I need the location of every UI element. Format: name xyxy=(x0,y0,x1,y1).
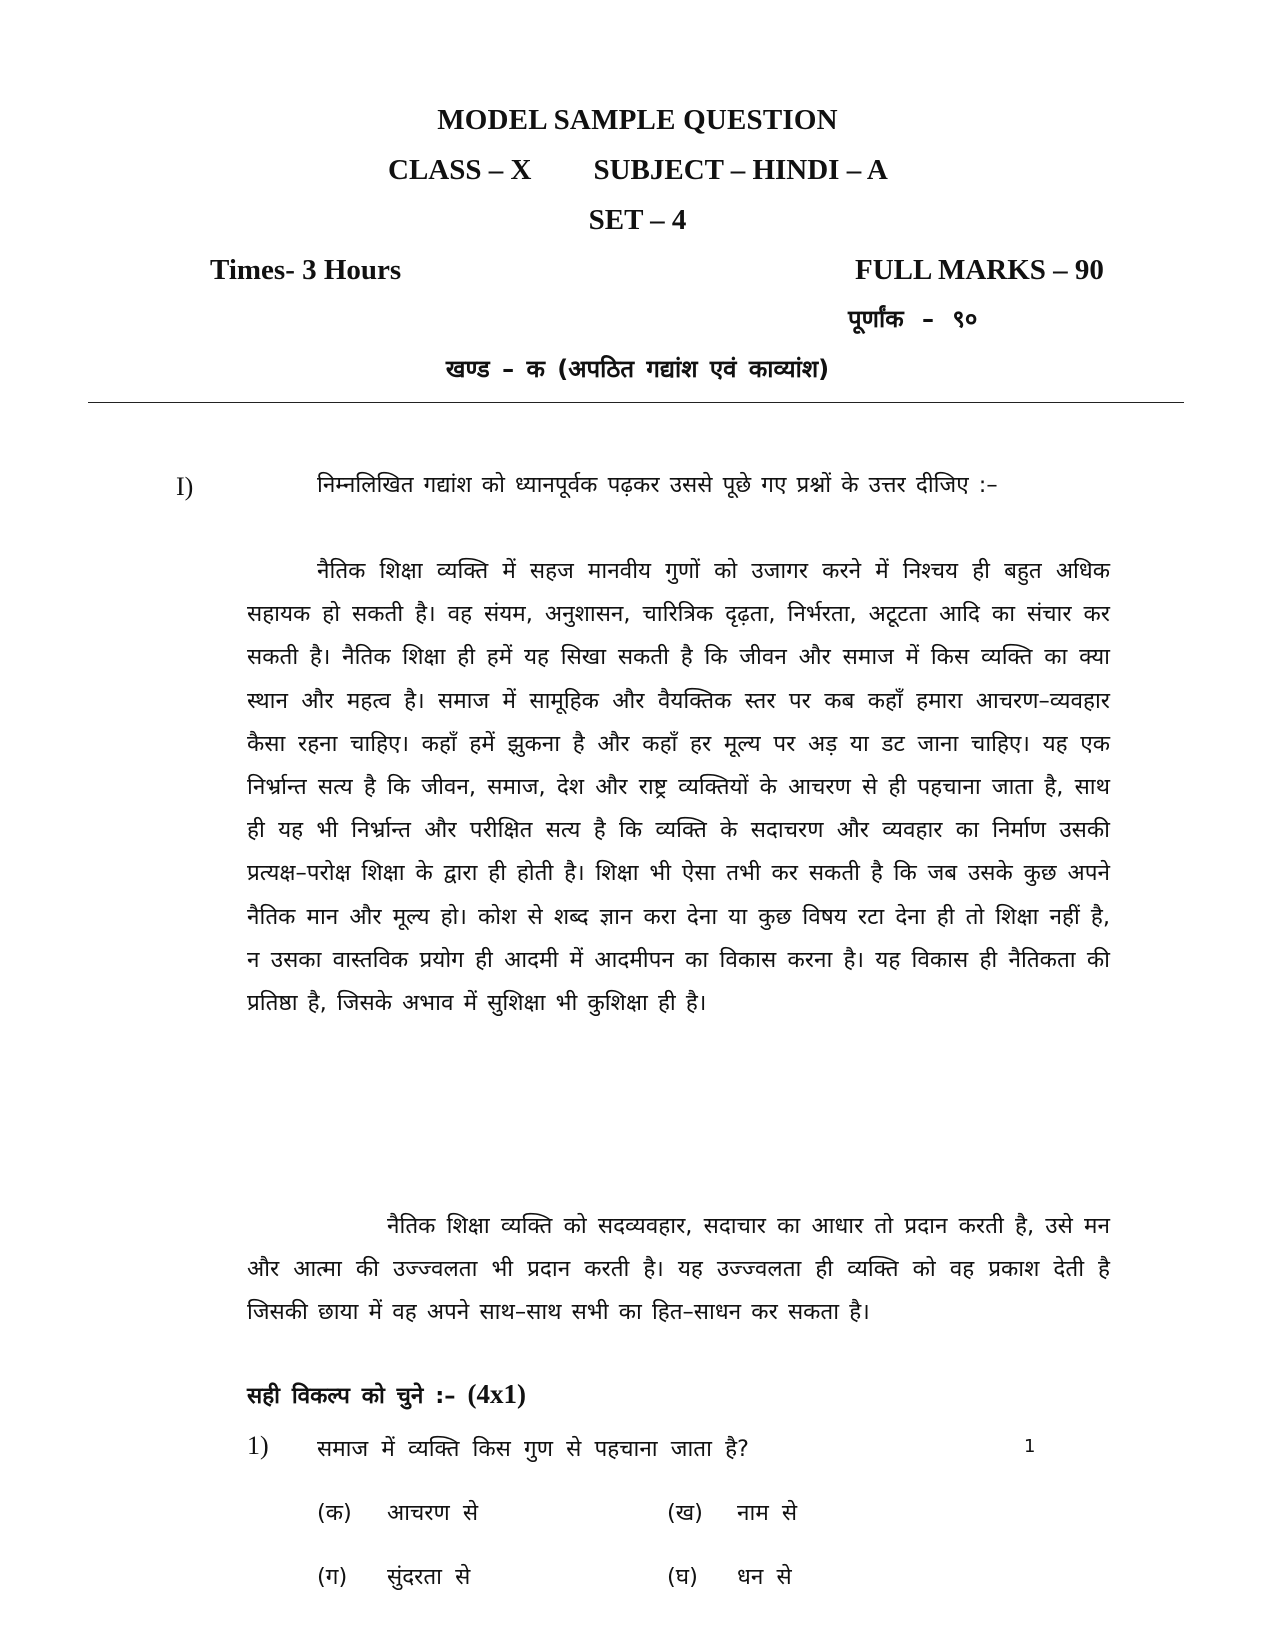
sub-question-marks: 1 xyxy=(1024,1436,1036,1457)
section-heading: खण्ड – क (अपठित गद्यांश एवं काव्यांश) xyxy=(445,355,830,383)
time-allowed: Times- 3 Hours xyxy=(210,254,402,286)
passage-paragraph-2: नैतिक शिक्षा व्यक्ति को सदव्यवहार, सदाचार का आधार तो प्रदान करती है, उसे मन और आत्मा की उज्ज्वलता भी प्रदान करती है। यह उज्ज्वलता ही व्यक्ति को वह प्रकाश देती है जिसकी छाया में वह अपने साथ–साथ सभी का हित–साधन कर सकता है। xyxy=(247,1213,1110,1326)
question-number: I) xyxy=(176,472,194,501)
option-text: सुंदरता से xyxy=(387,1564,471,1590)
option-label: (ख) xyxy=(667,1500,703,1526)
option-b xyxy=(667,1496,797,1527)
option-label: (ग) xyxy=(317,1564,348,1590)
option-a xyxy=(317,1496,478,1527)
choose-option-heading xyxy=(247,1379,526,1410)
class-subject-line xyxy=(388,154,888,187)
subject-label: SUBJECT – HINDI – A xyxy=(593,154,888,186)
option-c xyxy=(317,1560,470,1591)
question-instruction: निम्नलिखित गद्यांश को ध्यानपूर्वक पढ़कर उससे पूछे गए प्रश्नों के उत्तर दीजिए :– xyxy=(317,472,998,498)
option-text: नाम से xyxy=(737,1500,798,1526)
option-text: आचरण से xyxy=(387,1500,479,1526)
horizontal-divider xyxy=(88,402,1184,403)
set-label: SET – 4 xyxy=(588,204,687,236)
full-marks: FULL MARKS – 90 xyxy=(855,254,1104,286)
paper-title: MODEL SAMPLE QUESTION xyxy=(437,104,838,136)
sub-question-number: 1) xyxy=(247,1431,269,1460)
option-text: धन से xyxy=(737,1564,792,1590)
sub-question-text: समाज में व्यक्ति किस गुण से पहचाना जाता है? xyxy=(317,1436,750,1462)
passage-paragraph-1: नैतिक शिक्षा व्यक्ति में सहज मानवीय गुणों को उजागर करने में निश्चय ही बहुत अधिक सहायक हो सकती है। वह संयम, अनुशासन, चारित्रिक दृढ़ता, निर्भरता, अटूटता आदि का संचार कर सकती है। नैतिक शिक्षा ही हमें यह सिखा सकती है कि जीवन और समाज में किस व्यक्ति का क्या स्थान और महत्व है। समाज में सामूहिक और वैयक्तिक स्तर पर कब कहाँ हमारा आचरण–व्यवहार कैसा रहना चाहिए। कहाँ हमें झुकना है और कहाँ हर मूल्य पर अड़ या डट जाना चाहिए। यह एक निर्भ्रान्त सत्य है कि जीवन, समाज, देश और राष्ट्र व्यक्तियों के आचरण से ही पहचाना जाता है, साथ ही यह भी निर्भ्रान्त और परीक्षित सत्य है कि व्यक्ति के सदाचरण और व्यवहार का निर्माण उसकी प्रत्यक्ष–परोक्ष शिक्षा के द्वारा ही होती है। शिक्षा भी ऐसा तभी कर सकती है कि जब उसके कुछ अपने नैतिक मान और मूल्य हो। कोश से शब्द ज्ञान करा देना या कुछ विषय रटा देना ही तो शिक्षा नहीं है, न उसका वास्तविक प्रयोग ही आदमी में आदमीपन का विकास करना है। यह विकास ही नैतिकता की प्रतिष्ठा है, जिसके अभाव में सुशिक्षा भी कुशिक्षा ही है। xyxy=(247,558,1110,1017)
option-label: (क) xyxy=(317,1500,352,1526)
choose-heading-text: सही विकल्प को चुने :– xyxy=(247,1383,456,1409)
full-marks-hindi: पूर्णांक – ९० xyxy=(848,305,978,333)
choose-marks: (4x1) xyxy=(467,1379,526,1409)
option-label: (घ) xyxy=(667,1564,698,1590)
class-label: CLASS – X xyxy=(388,154,532,186)
option-d xyxy=(667,1560,792,1591)
